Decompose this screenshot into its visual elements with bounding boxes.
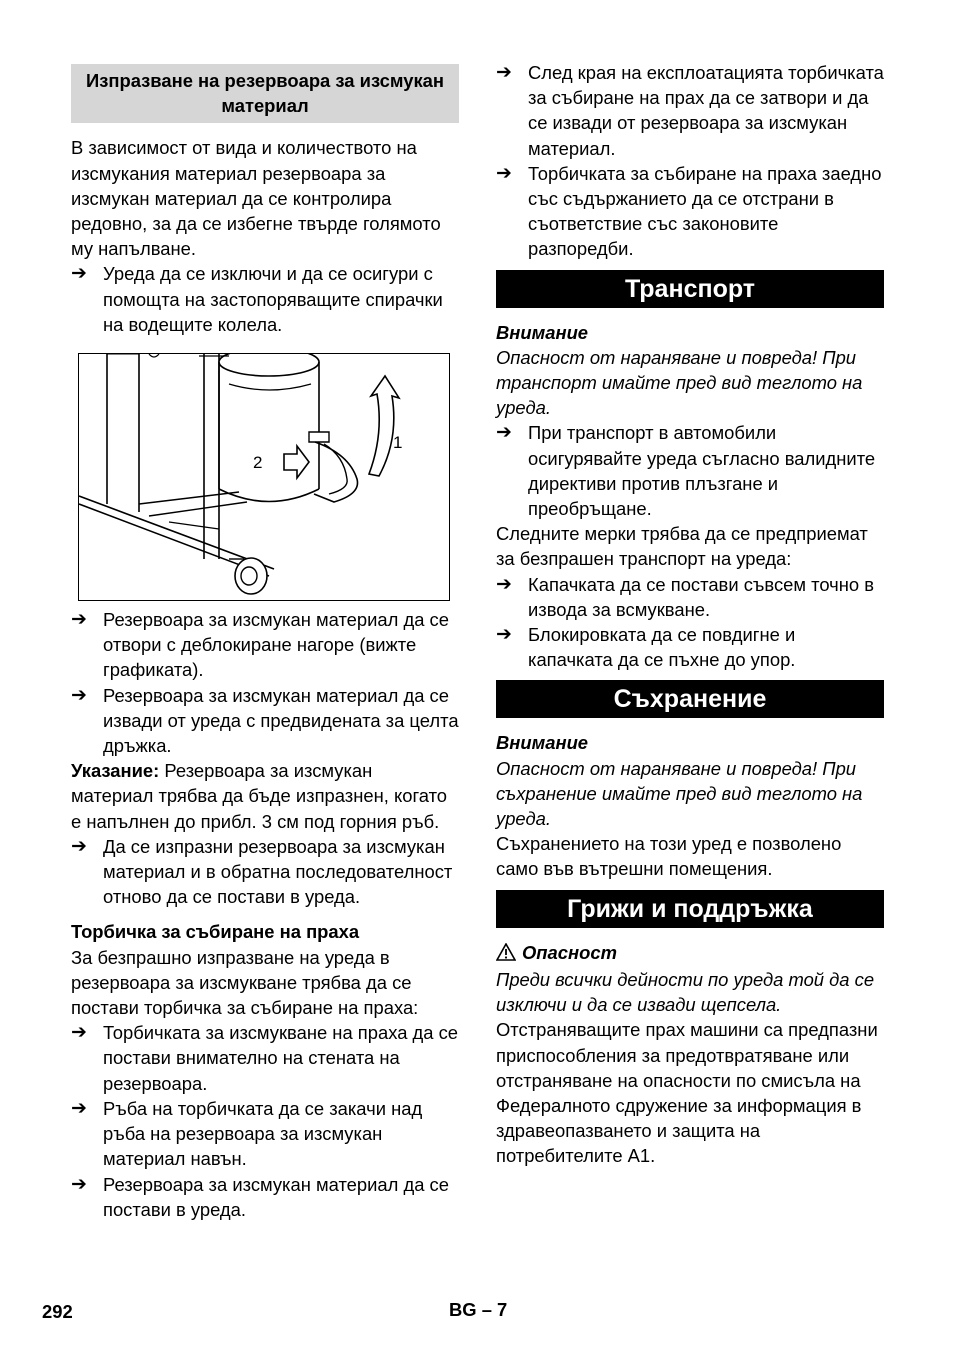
list-item-text: Ръба на торбичката да се закачи над ръба на резервоара за изсмукан материал навън.: [103, 1097, 423, 1170]
list-item: [71, 1020, 459, 1096]
list-item: [71, 834, 459, 910]
list-item-text: При транспорт в автомобили осигурявайте уреда съгласно валидните директиви против плъзгане и преобръщане.: [528, 422, 876, 520]
storage-warning-text: Опасност от нараняване и повреда! При съхранение имайте пред вид теглото на уреда.: [496, 757, 863, 830]
arrow-right-icon: ➔: [71, 609, 87, 631]
arrow-right-icon: ➔: [496, 624, 512, 646]
danger-text: Преди всички дейности по уреда той да се изключи и да се извади щепсела.: [496, 968, 875, 1016]
arrow-right-icon: ➔: [71, 1022, 87, 1044]
figure-label-2: 2: [253, 453, 263, 473]
subsection-title-dust-bag: Торбичка за събиране на праха: [71, 921, 360, 943]
section-title-care: Грижи и поддръжка: [496, 890, 884, 928]
list-item-text: Резервоара за изсмукан материал да се извади от уреда с предвидената за целта дръжка.: [103, 684, 459, 757]
danger-title: Опасност: [522, 941, 617, 963]
list-item: [496, 572, 884, 622]
container-removal-figure: [78, 353, 450, 601]
list-item: [71, 1172, 459, 1222]
note-paragraph: [71, 758, 459, 834]
arrow-right-icon: ➔: [496, 162, 512, 184]
list-item: [496, 420, 884, 521]
list-item: [496, 161, 884, 262]
arrow-right-icon: ➔: [71, 1097, 87, 1119]
list-item-text: Капачката да се постави съвсем точно в извода за всмукване.: [528, 573, 875, 620]
right-column: [496, 60, 884, 1169]
list-item: [71, 607, 459, 683]
care-text: Отстраняващите прах машини са предпазни приспособления за предотвратяване или отстраняване на опасности по смисъла на Федералното сдружение за информация в здравеопазването и защита на потребителите А1.: [496, 1019, 878, 1167]
list-item: [71, 261, 459, 337]
list-item-text: Да се изпразни резервоара за изсмукан материал и в обратна последователност отново да се постави в уреда.: [103, 835, 453, 908]
dust-bag-intro: За безпрашно изпразване на уреда в резервоара за изсмукване трябва да се постави торбичка за събиране на праха:: [71, 946, 419, 1019]
figure-label-1: 1: [393, 433, 403, 453]
arrow-right-icon: ➔: [71, 684, 87, 706]
section-title-emptying: Изпразване на резервоара за изсмукан материал: [71, 64, 459, 123]
left-column: [71, 60, 459, 1222]
list-item: [496, 60, 884, 161]
list-item-text: Торбичката за събиране на праха заедно със съдържанието да се отстрани в съответствие със законовите разпоредби.: [528, 162, 882, 260]
list-item: [71, 1096, 459, 1172]
arrow-right-icon: ➔: [71, 263, 87, 285]
danger-heading: [496, 940, 884, 965]
note-text: Резервоара за изсмукан материал трябва да бъде изпразнен, когато е напълнен до прибл. 3 см под горния ръб.: [71, 760, 448, 832]
section-title-transport: Транспорт: [496, 270, 884, 308]
list-item-text: Уреда да се изключи и да се осигури с помощта на застопоряващите спирачки на водещите колела.: [103, 263, 443, 335]
arrow-right-icon: ➔: [71, 1173, 87, 1195]
vacuum-illustration: [79, 354, 449, 600]
storage-text: Съхранението на този уред е позволено само във вътрешни помещения.: [496, 833, 842, 880]
list-item-text: Торбичката за изсмукване на праха да се постави внимателно на стената на резервоара.: [103, 1022, 459, 1094]
transport-warning-title: Внимание: [496, 321, 589, 343]
section-title-storage: Съхранение: [496, 680, 884, 718]
list-item-text: Блокировката да се повдигне и капачката да се пъхне до упор.: [528, 624, 796, 671]
list-item-text: След края на експлоатацията торбичката за събиране на прах да се затвори и да се извади от резервоара за изсмукан материал.: [528, 62, 884, 159]
arrow-right-icon: ➔: [496, 62, 512, 83]
arrow-right-icon: ➔: [71, 835, 87, 857]
list-item: [71, 683, 459, 759]
page-number: 292: [42, 1301, 73, 1322]
warning-triangle-icon: [496, 943, 516, 961]
note-label: Указание:: [71, 760, 160, 782]
transport-warning-text: Опасност от нараняване и повреда! При транспорт имайте пред вид теглото на уреда.: [496, 346, 863, 419]
language-page-label: BG – 7: [449, 1299, 508, 1320]
transport-intro: Следните мерки трябва да се предприемат за безпрашен транспорт на уреда:: [496, 523, 868, 570]
arrow-right-icon: ➔: [496, 573, 512, 595]
list-item-text: Резервоара за изсмукан материал да се отвори с деблокиране нагоре (вижте графиката).: [103, 609, 449, 681]
emptying-intro: В зависимост от вида и количеството на изсмукания материал резервоара за изсмукан материал да се контролира редовно, за да се избегне твърде голямото му напълване.: [71, 137, 441, 260]
arrow-right-icon: ➔: [496, 422, 512, 444]
list-item: [496, 622, 884, 672]
storage-warning-title: Внимание: [496, 732, 589, 754]
list-item-text: Резервоара за изсмукан материал да се постави в уреда.: [103, 1173, 449, 1220]
